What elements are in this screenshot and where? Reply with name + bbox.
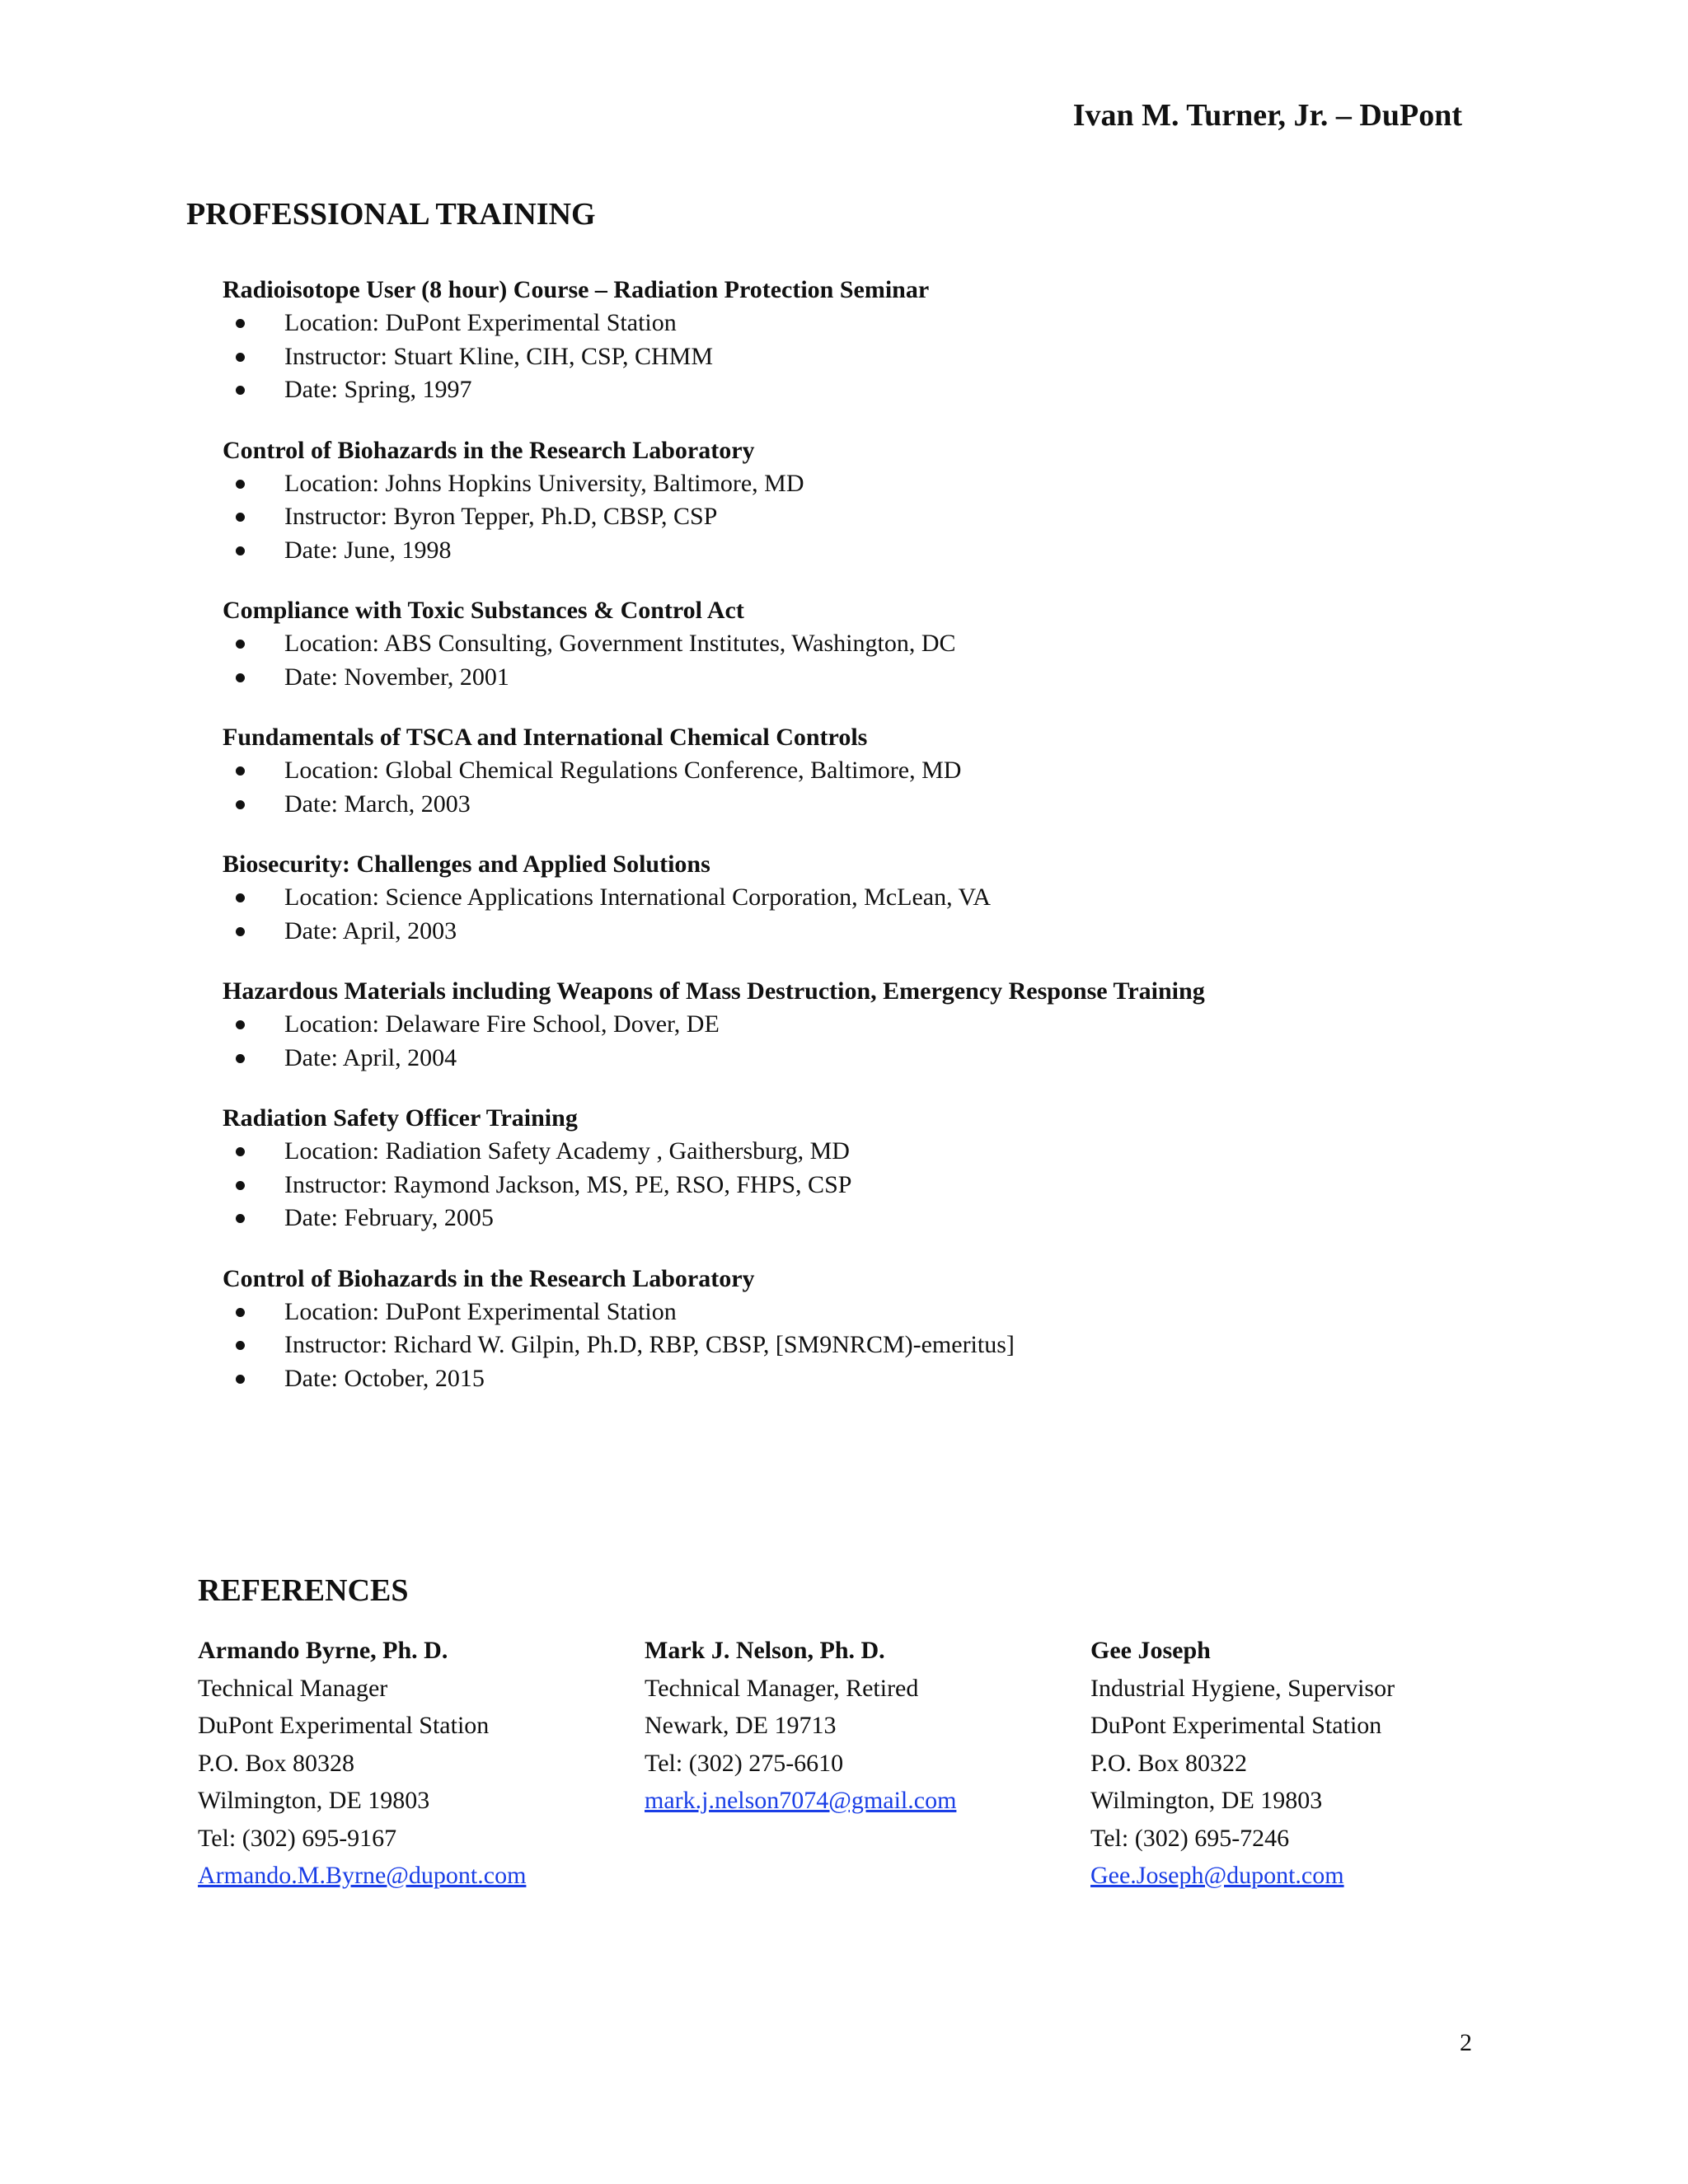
training-section-title: PROFESSIONAL TRAINING — [186, 197, 596, 232]
bullet-icon — [236, 1341, 245, 1350]
page-number: 2 — [1460, 2029, 1472, 2056]
bullet-icon — [236, 1147, 245, 1156]
reference-detail: Technical Manager, Retired — [645, 1674, 919, 1702]
bullet-icon — [236, 927, 245, 936]
reference-email-link[interactable]: mark.j.nelson7074@gmail.com — [645, 1787, 957, 1814]
bullet-icon — [236, 673, 245, 682]
course-detail: Date: February, 2005 — [223, 1202, 1508, 1235]
course-detail: Date: March, 2003 — [223, 788, 1508, 822]
course-detail: Date: April, 2003 — [223, 915, 1508, 949]
course-detail: Location: DuPont Experimental Station — [223, 1296, 1508, 1329]
course-detail: Location: Radiation Safety Academy , Gaithersburg, MD — [223, 1135, 1508, 1169]
bullet-icon — [236, 386, 245, 395]
bullet-icon — [236, 319, 245, 328]
reference-email-link[interactable]: Armando.M.Byrne@dupont.com — [198, 1862, 527, 1889]
course-detail: Location: Science Applications International Corporation, McLean, VA — [223, 881, 1508, 915]
reference-detail: Newark, DE 19713 — [645, 1712, 837, 1739]
reference-detail: Technical Manager — [198, 1674, 388, 1702]
bullet-icon — [236, 1181, 245, 1190]
reference-detail: P.O. Box 80328 — [198, 1749, 355, 1777]
bullet-icon — [236, 513, 245, 522]
training-list — [223, 274, 1508, 1422]
bullet-icon — [236, 893, 245, 902]
course-item — [223, 975, 1508, 1075]
reference-email-link[interactable]: Gee.Joseph@dupont.com — [1090, 1862, 1344, 1889]
bullet-icon — [236, 1375, 245, 1384]
references-section-title: REFERENCES — [198, 1573, 409, 1608]
course-detail: Date: November, 2001 — [223, 661, 1508, 695]
reference-card — [645, 1632, 956, 1820]
reference-detail: Tel: (302) 695-7246 — [1090, 1824, 1290, 1852]
course-item — [223, 594, 1508, 694]
course-detail: Location: ABS Consulting, Government Institutes, Washington, DC — [223, 627, 1508, 661]
course-title: Radioisotope User (8 hour) Course – Radiation Protection Seminar — [223, 276, 930, 303]
course-detail: Location: Global Chemical Regulations Conference, Baltimore, MD — [223, 754, 1508, 788]
bullet-icon — [236, 1308, 245, 1317]
bullet-icon — [236, 1054, 245, 1063]
reference-detail: Wilmington, DE 19803 — [198, 1787, 430, 1814]
course-item — [223, 434, 1508, 568]
course-detail: Instructor: Raymond Jackson, MS, PE, RSO, FHPS, CSP — [223, 1169, 1508, 1202]
course-detail: Location: Johns Hopkins University, Baltimore, MD — [223, 467, 1508, 501]
course-item — [223, 721, 1508, 821]
course-title: Fundamentals of TSCA and International Chemical Controls — [223, 724, 868, 751]
course-item — [223, 1102, 1508, 1235]
bullet-icon — [236, 1020, 245, 1029]
course-detail: Instructor: Stuart Kline, CIH, CSP, CHMM — [223, 340, 1508, 374]
reference-card — [1090, 1632, 1395, 1895]
bullet-icon — [236, 640, 245, 649]
course-detail: Date: June, 1998 — [223, 534, 1508, 568]
reference-detail: DuPont Experimental Station — [1090, 1712, 1382, 1739]
reference-detail: P.O. Box 80322 — [1090, 1749, 1248, 1777]
course-item — [223, 1263, 1508, 1396]
bullet-icon — [236, 353, 245, 362]
course-title: Radiation Safety Officer Training — [223, 1104, 578, 1132]
reference-detail: Wilmington, DE 19803 — [1090, 1787, 1323, 1814]
course-detail: Date: October, 2015 — [223, 1362, 1508, 1396]
course-item — [223, 848, 1508, 948]
references-grid — [198, 1632, 1533, 1896]
course-detail: Date: April, 2004 — [223, 1042, 1508, 1076]
reference-card — [198, 1632, 526, 1895]
course-detail: Location: Delaware Fire School, Dover, DE — [223, 1008, 1508, 1042]
course-title: Control of Biohazards in the Research Laboratory — [223, 436, 755, 464]
course-title: Control of Biohazards in the Research Laboratory — [223, 1264, 755, 1292]
reference-detail: DuPont Experimental Station — [198, 1712, 490, 1739]
reference-detail: Industrial Hygiene, Supervisor — [1090, 1674, 1395, 1702]
reference-name: Mark J. Nelson, Ph. D. — [645, 1637, 885, 1664]
bullet-icon — [236, 800, 245, 809]
bullet-icon — [236, 766, 245, 776]
course-item — [223, 274, 1508, 407]
reference-detail: Tel: (302) 275-6610 — [645, 1749, 844, 1777]
course-detail: Location: DuPont Experimental Station — [223, 307, 1508, 340]
reference-name: Armando Byrne, Ph. D. — [198, 1637, 448, 1664]
running-head: Ivan M. Turner, Jr. – DuPont — [1072, 98, 1462, 133]
bullet-icon — [236, 1214, 245, 1223]
course-title: Biosecurity: Challenges and Applied Solutions — [223, 851, 710, 878]
course-detail: Instructor: Byron Tepper, Ph.D, CBSP, CSP — [223, 500, 1508, 534]
course-detail: Instructor: Richard W. Gilpin, Ph.D, RBP, CBSP, [SM9NRCM)-emeritus] — [223, 1329, 1508, 1362]
course-detail: Date: Spring, 1997 — [223, 373, 1508, 407]
bullet-icon — [236, 546, 245, 555]
reference-detail: Tel: (302) 695-9167 — [198, 1824, 397, 1852]
bullet-icon — [236, 480, 245, 489]
course-title: Compliance with Toxic Substances & Control Act — [223, 597, 744, 624]
reference-name: Gee Joseph — [1090, 1637, 1211, 1664]
course-title: Hazardous Materials including Weapons of Mass Destruction, Emergency Response Training — [223, 977, 1205, 1005]
